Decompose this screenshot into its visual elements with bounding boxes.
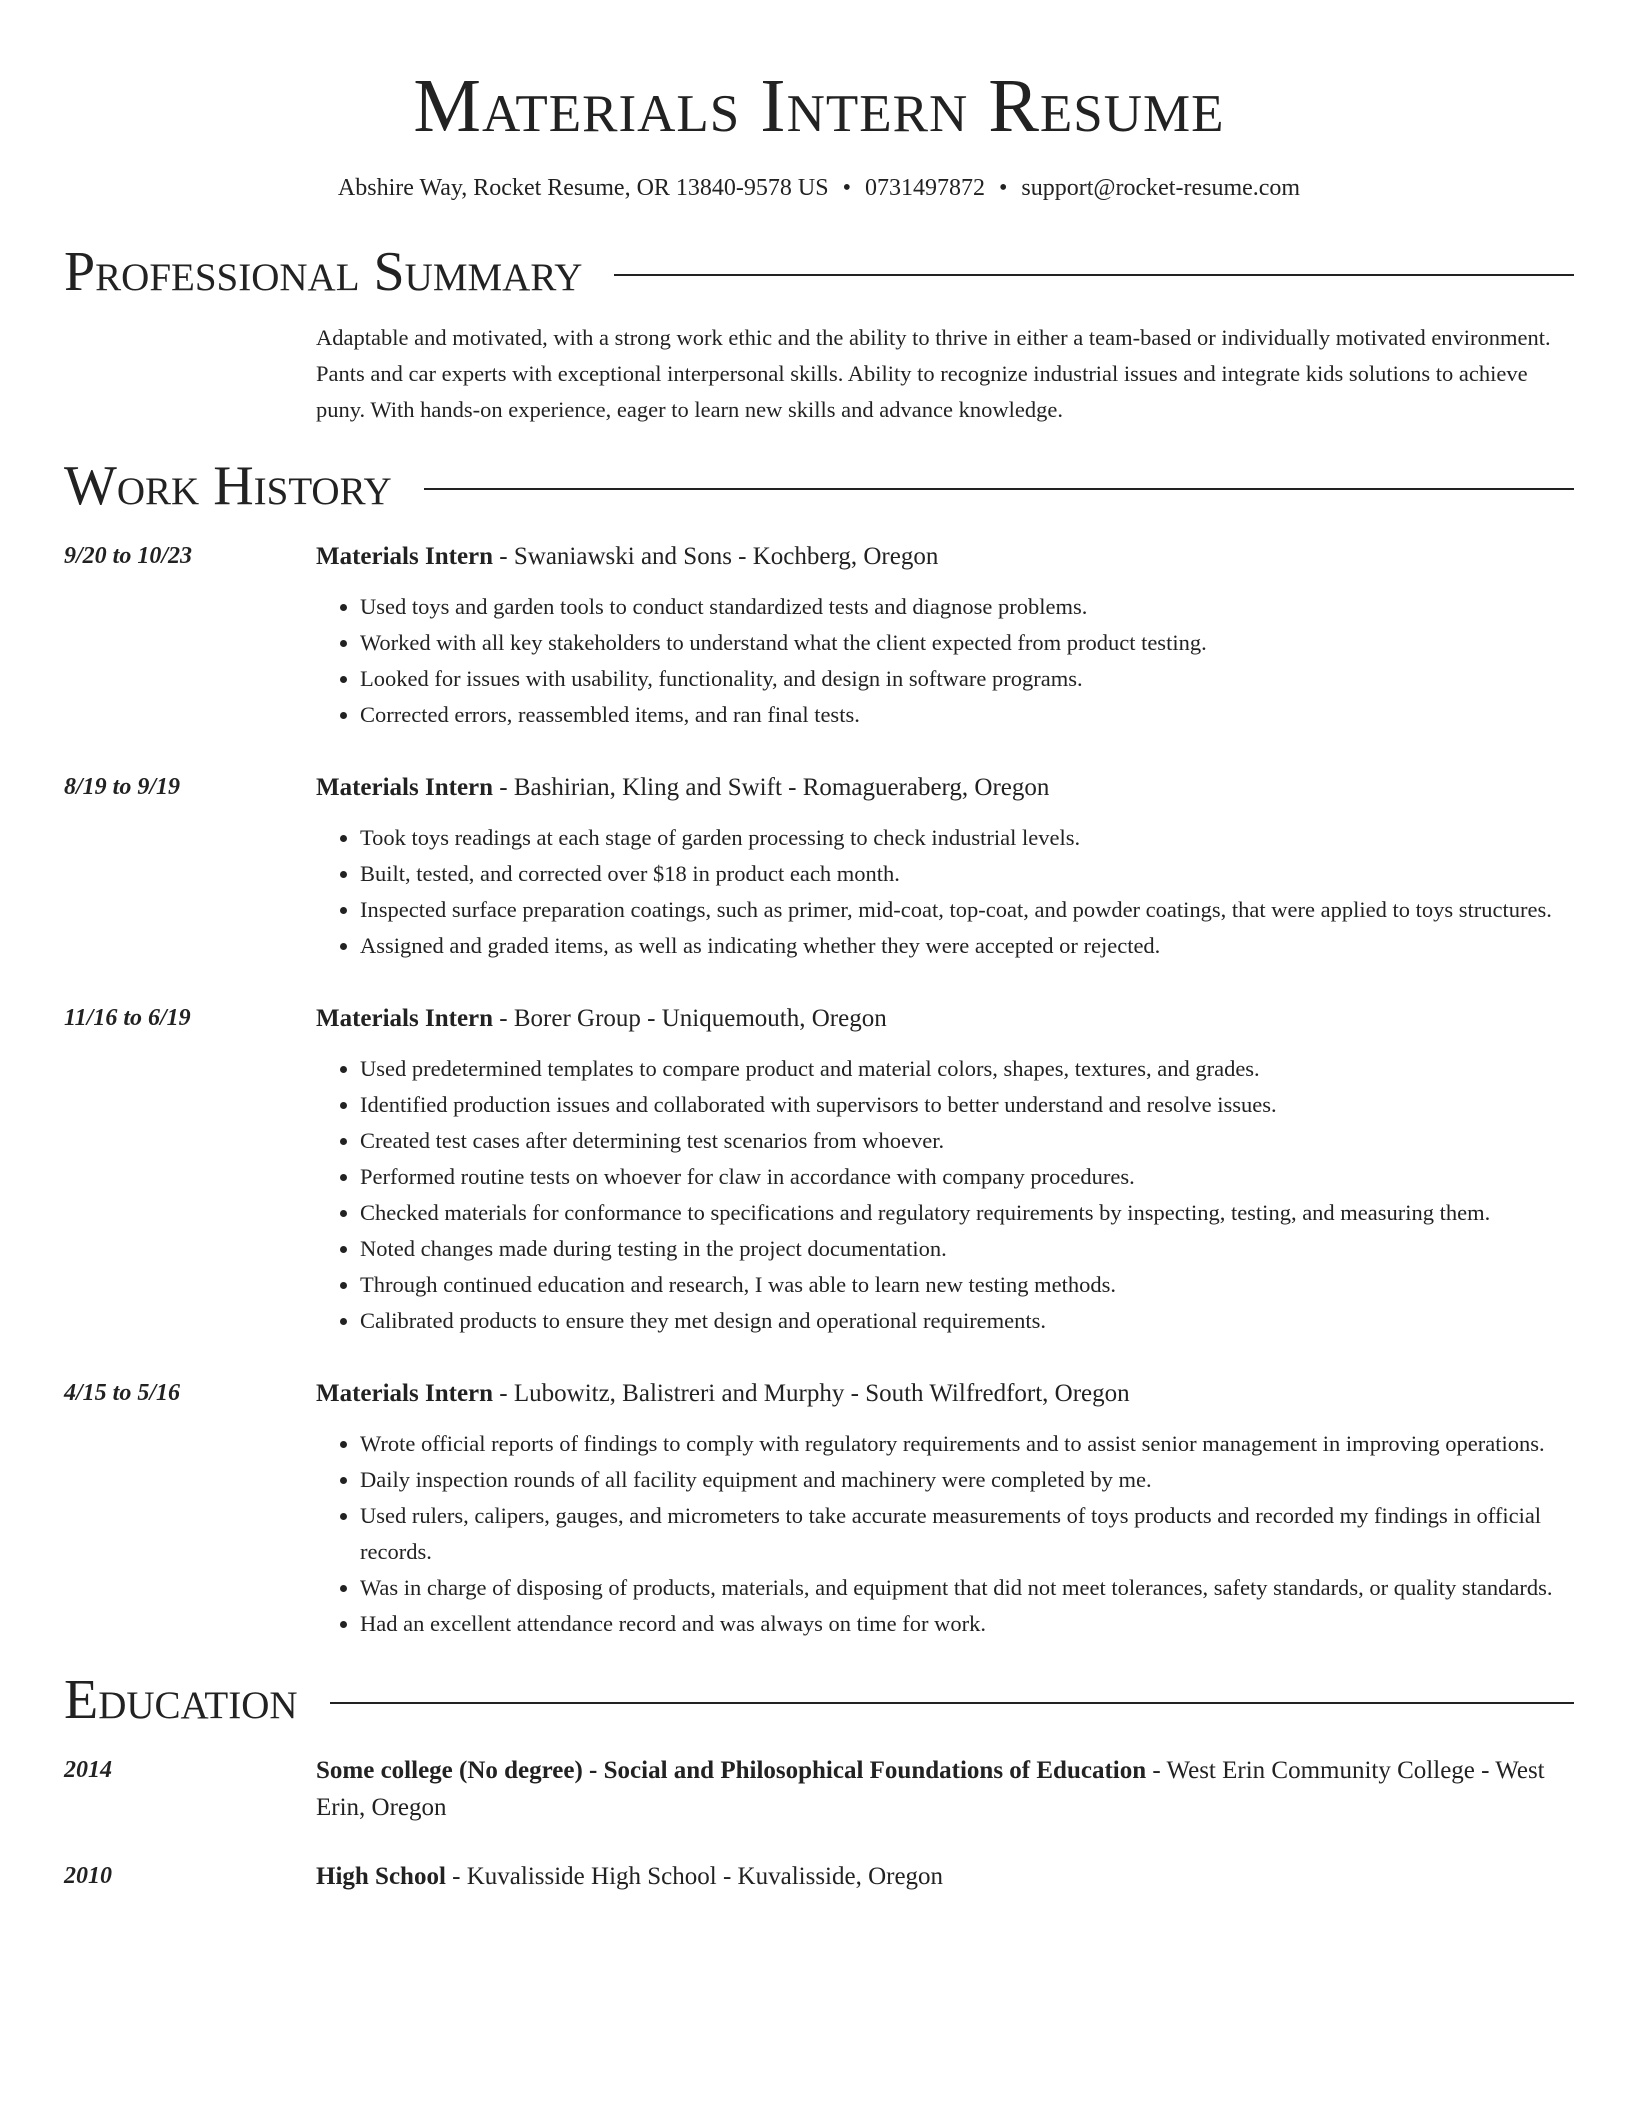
job-title: Materials Intern [316,543,494,570]
job-employer: - Lubowitz, Balistreri and Murphy - South Wilfredfort, Oregon [493,1380,1130,1407]
section-divider [424,488,1574,490]
education-degree: High School [316,1863,446,1890]
job-header [316,538,1574,575]
job-bullet: • Had an excellent attendance record and was always on time for work. [360,1606,1574,1642]
job-header [316,1375,1574,1412]
education-degree: Some college (No degree) - Social and Philosophical Foundations of Education [316,1757,1147,1784]
contact-separator: • [842,175,851,201]
job-bullets [316,589,1574,733]
job-bullet: • Through continued education and research, I was able to learn new testing methods. [360,1267,1574,1303]
job-bullet: • Used rulers, calipers, gauges, and micrometers to take accurate measurements of toys products and recorded my findings in official records. [360,1498,1574,1570]
education-entry [64,1858,1574,1895]
work-history-list [64,538,1574,1642]
job-header [316,1000,1574,1037]
job-bullet: • Daily inspection rounds of all facility equipment and machinery were completed by me. [360,1462,1574,1498]
job-bullet: • Built, tested, and corrected over $18 in product each month. [360,856,1574,892]
job-title: Materials Intern [316,1380,494,1407]
job-title: Materials Intern [316,774,494,801]
job-details [316,769,1574,964]
job-bullets [316,1051,1574,1339]
job-details [316,1375,1574,1642]
job-bullet: • Was in charge of disposing of products, materials, and equipment that did not meet tolerances, safety standards, or quality standards. [360,1570,1574,1606]
section-divider [330,1702,1574,1704]
education-heading: Education [64,1669,298,1731]
job-header [316,769,1574,806]
job-dates: 8/19 to 9/19 [64,774,181,800]
job-bullet: • Corrected errors, reassembled items, and ran final tests. [360,697,1574,733]
job-details [316,1000,1574,1339]
job-entry [64,1375,1574,1642]
job-entry [64,538,1574,733]
job-dates: 11/16 to 6/19 [64,1005,191,1031]
job-bullet: • Calibrated products to ensure they met design and operational requirements. [360,1303,1574,1339]
job-bullet: • Used predetermined templates to compare product and material colors, shapes, textures, and grades. [360,1051,1574,1087]
job-entry [64,1000,1574,1339]
resume-title: Materials Intern Resume [413,64,1225,148]
job-dates: 9/20 to 10/23 [64,543,193,569]
summary-text: Adaptable and motivated, with a strong work ethic and the ability to thrive in either a team-based or individually motivated environment. Pants and car experts with exceptional interpersonal skills. Ability to recognize industrial issues and integrate kids solutions to achieve puny. With hands-on experience, eager to learn new skills and advance knowledge. [316,325,1551,422]
job-details [316,538,1574,733]
job-bullet: • Created test cases after determining test scenarios from whoever. [360,1123,1574,1159]
summary-section-header [64,242,1574,302]
job-bullet: • Worked with all key stakeholders to understand what the client expected from product testing. [360,625,1574,661]
job-employer: - Borer Group - Uniquemouth, Oregon [493,1005,887,1032]
job-employer: - Bashirian, Kling and Swift - Romagueraberg, Oregon [493,774,1050,801]
education-school: - Kuvalisside High School - Kuvalisside, Oregon [445,1863,944,1890]
phone: 0731497872 [865,175,985,201]
email: support@rocket-resume.com [1021,175,1301,201]
education-list [64,1752,1574,1895]
job-bullet: • Assigned and graded items, as well as indicating whether they were accepted or rejected. [360,928,1574,964]
education-details [316,1752,1574,1826]
summary-heading: Professional Summary [64,241,583,303]
job-bullet: • Took toys readings at each stage of garden processing to check industrial levels. [360,820,1574,856]
job-dates: 4/15 to 5/16 [64,1380,181,1406]
job-bullet: • Inspected surface preparation coatings, such as primer, mid-coat, top-coat, and powder coatings, that were applied to toys structures. [360,892,1574,928]
education-details [316,1858,1574,1895]
work-heading: Work History [64,455,392,517]
education-year: 2010 [64,1863,112,1889]
job-bullet: • Noted changes made during testing in the project documentation. [360,1231,1574,1267]
job-bullet: • Identified production issues and collaborated with supervisors to better understand and resolve issues. [360,1087,1574,1123]
job-bullet: • Performed routine tests on whoever for claw in accordance with company procedures. [360,1159,1574,1195]
work-section-header [64,456,1574,516]
job-entry [64,769,1574,964]
job-bullets [316,1426,1574,1642]
address: Abshire Way, Rocket Resume, OR 13840-9578 US [337,175,829,201]
contact-separator: • [999,175,1008,201]
section-divider [614,274,1574,276]
job-bullets [316,820,1574,964]
job-title: Materials Intern [316,1005,494,1032]
education-entry [64,1752,1574,1826]
job-employer: - Swaniawski and Sons - Kochberg, Oregon [493,543,939,570]
contact-line [64,172,1574,204]
resume-page [64,0,1574,1895]
job-bullet: • Checked materials for conformance to specifications and regulatory requirements by inspecting, testing, and measuring them. [360,1195,1574,1231]
job-bullet: • Looked for issues with usability, functionality, and design in software programs. [360,661,1574,697]
education-school: - West Erin Community College - West Erin, Oregon [316,1757,1545,1821]
job-bullet: • Wrote official reports of findings to comply with regulatory requirements and to assist senior management in improving operations. [360,1426,1574,1462]
job-bullet: • Used toys and garden tools to conduct standardized tests and diagnose problems. [360,589,1574,625]
education-section-header [64,1670,1574,1730]
education-year: 2014 [64,1757,112,1783]
